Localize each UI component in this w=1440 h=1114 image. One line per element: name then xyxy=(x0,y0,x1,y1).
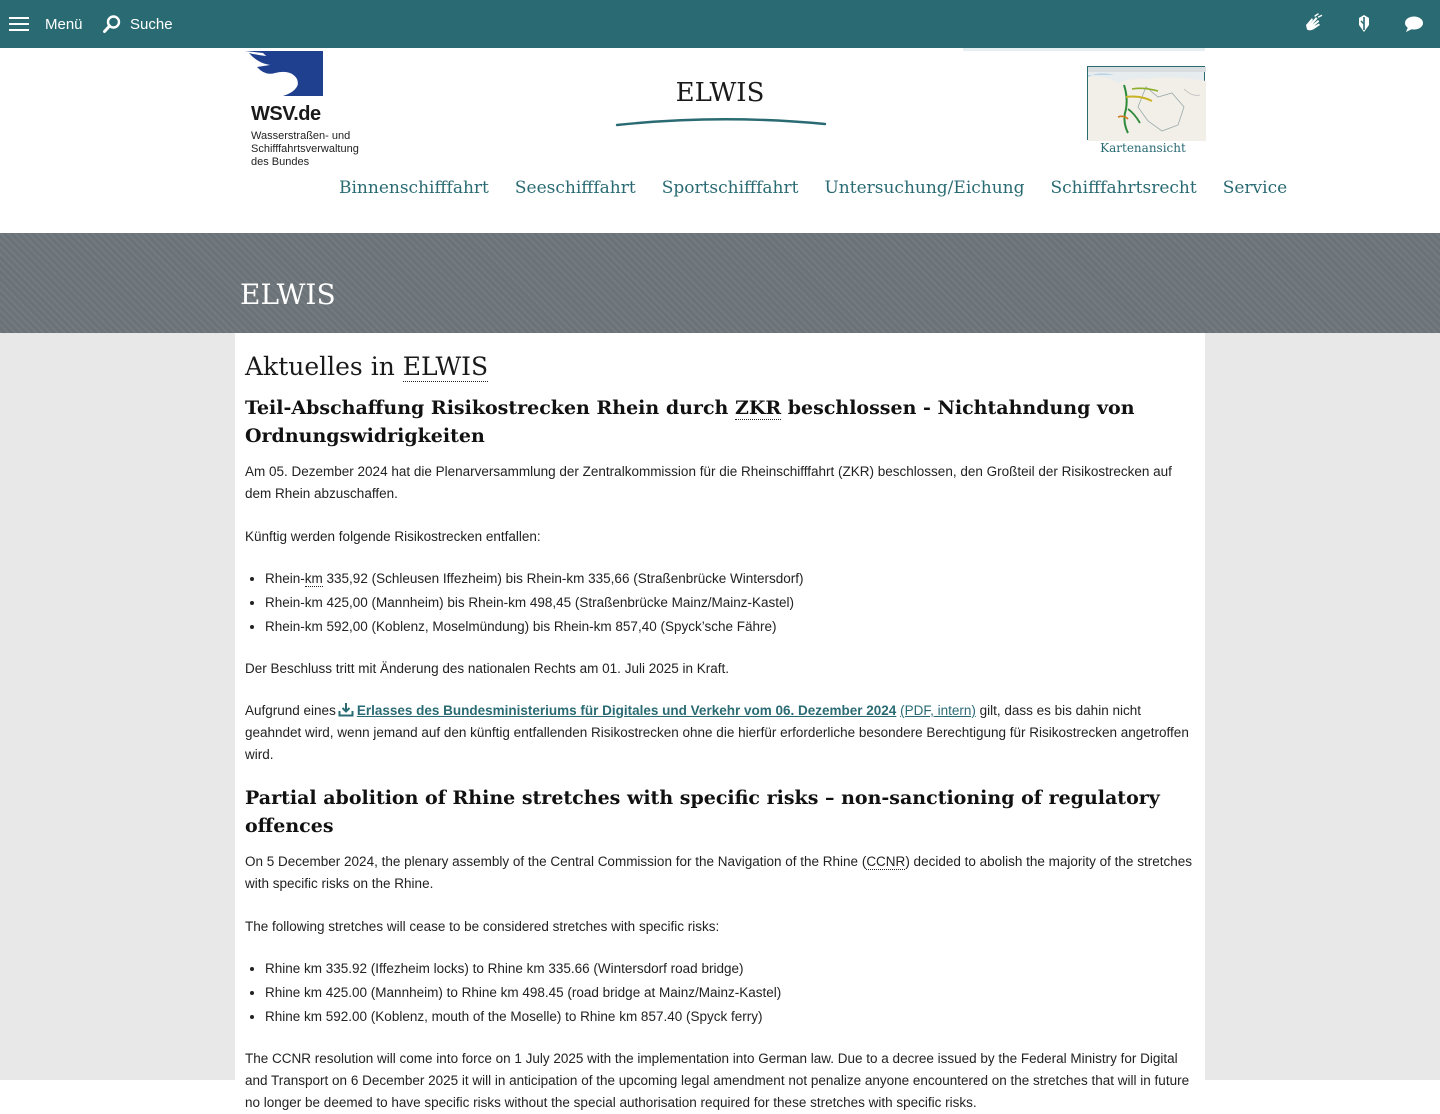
main-content xyxy=(235,333,1205,1110)
hamburger-icon xyxy=(9,17,29,31)
decree-download-link[interactable]: Erlasses des Bundesministeriums für Digitales und Verkehr vom 06. Dezember 2024 xyxy=(356,703,897,718)
page-heading-abbr: ELWIS xyxy=(402,352,489,381)
search-icon xyxy=(102,14,122,34)
list-en-stretches xyxy=(265,957,1195,1029)
paragraph-de-effective: Der Beschluss tritt mit Änderung des nationalen Rechts am 01. Juli 2025 in Kraft. xyxy=(245,661,729,676)
list-item-prefix: Rhein- xyxy=(265,571,305,586)
list-item: • Rhein-km 592,00 (Koblenz, Moselmündung) bis Rhein-km 857,40 (Spyck’sche Fähre) xyxy=(265,615,1195,639)
article-title-de xyxy=(245,394,1195,450)
menu-label: Menü xyxy=(45,15,83,33)
paragraph-en-resolution: The CCNR resolution will come into force on 1 July 2025 with the implementation into German law. Due to a decree issued by the Federal Ministry for Digital and Transport on 6 December 2025 it will in anticipation of the upcoming legal amendment not penalize anyone encountered on the stretches that will in future no longer be deemed to have specific risks without the special authorisation required for these stretches with specific risks. xyxy=(245,1051,1190,1110)
sign-language-icon[interactable] xyxy=(1302,10,1326,36)
nav-sportschifffahrt[interactable]: Sportschifffahrt xyxy=(661,178,799,198)
article-title-de-abbr: ZKR xyxy=(734,397,782,419)
nav-untersuchung-eichung[interactable]: Untersuchung/Eichung xyxy=(824,178,1025,198)
site-title[interactable]: ELWIS xyxy=(675,78,765,108)
nav-seeschifffahrt[interactable]: Seeschifffahrt xyxy=(514,178,636,198)
search-button[interactable] xyxy=(102,12,173,36)
easy-language-icon[interactable] xyxy=(1352,10,1376,36)
nav-binnenschifffahrt[interactable]: Binnenschifffahrt xyxy=(339,178,489,198)
list-item: • Rhine km 592.00 (Koblenz, mouth of the Moselle) to Rhine km 857.40 (Spyck ferry) xyxy=(265,1005,1195,1029)
article-title-en: Partial abolition of Rhine stretches with specific risks – non-sanctioning of regulatory offences xyxy=(245,787,1160,837)
logo-subtitle-line: Wasserstraßen- und xyxy=(251,130,351,142)
top-bar xyxy=(0,0,1440,48)
list-de-stretches xyxy=(265,567,1195,639)
paragraph-en-list-intro: The following stretches will cease to be considered stretches with specific risks: xyxy=(245,919,720,934)
search-label: Suche xyxy=(130,15,173,33)
list-item: • Rhein-km 425,00 (Mannheim) bis Rhein-km 498,45 (Straßenbrücke Mainz/Mainz-Kastel) xyxy=(265,591,1195,615)
paragraph-en-intro xyxy=(245,851,1195,895)
chat-icon[interactable] xyxy=(1402,10,1426,36)
wsv-logo[interactable] xyxy=(245,51,375,171)
main-navigation xyxy=(339,178,1287,198)
paragraph-de-decree-suffix: gilt, dass es bis dahin nicht geahndet wird, wenn jemand auf den künftig entfallenden Risikostrecken ohne die hierfür erforderliche besondere Berechtigung für Risikostrecken angetroffen wird. xyxy=(245,703,1189,762)
nav-schifffahrtsrecht[interactable]: Schifffahrtsrecht xyxy=(1050,178,1197,198)
logo-brand-text: WSV.de xyxy=(251,103,321,125)
page-banner xyxy=(0,233,1440,333)
list-item: • Rhine km 335.92 (Iffezheim locks) to Rhine km 335.66 (Wintersdorf road bridge) xyxy=(265,957,1195,981)
paragraph-de-intro: Am 05. Dezember 2024 hat die Plenarversammlung der Zentralkommission für die Rheinschifffahrt (ZKR) beschlossen, den Großteil der Risikostrecken auf dem Rhein abzuschaffen. xyxy=(245,464,1172,501)
site-header xyxy=(0,48,1440,233)
menu-button[interactable] xyxy=(9,12,83,36)
list-item-rest: 335,92 (Schleusen Iffezheim) bis Rhein-km 335,66 (Straßenbrücke Wintersdorf) xyxy=(322,571,804,586)
header-divider xyxy=(963,48,1205,51)
paragraph-en-intro-suffix: ) decided to abolish the majority of the stretches with specific risks on the Rhine. xyxy=(245,854,1192,891)
page-heading xyxy=(245,352,1195,381)
ccnr-abbr: CCNR xyxy=(866,854,906,869)
nav-service[interactable]: Service xyxy=(1222,178,1288,198)
download-icon xyxy=(338,702,354,717)
list-item: • Rhine km 425.00 (Mannheim) to Rhine km 498.45 (road bridge at Mainz/Mainz-Kastel) xyxy=(265,981,1195,1005)
paragraph-de-decree xyxy=(245,700,1195,766)
title-swoosh-decoration xyxy=(615,116,827,128)
article-title-de-part2: beschlossen - Nichtahndung von Ordnungswidrigkeiten xyxy=(245,397,1135,447)
banner-title: ELWIS xyxy=(240,278,336,311)
wsv-logo-emblem xyxy=(245,51,325,101)
paragraph-de-list-intro: Künftig werden folgende Risikostrecken entfallen: xyxy=(245,529,541,544)
logo-subtitle xyxy=(251,130,359,169)
map-view-caption[interactable]: Kartenansicht xyxy=(1100,141,1186,155)
map-view-thumbnail[interactable] xyxy=(1087,66,1205,140)
page-heading-prefix: Aktuelles in xyxy=(245,352,395,381)
paragraph-de-decree-prefix: Aufgrund eines xyxy=(245,703,336,718)
paragraph-en-intro-prefix: On 5 December 2024, the plenary assembly of the Central Commission for the Navigation of the Rhine ( xyxy=(245,854,867,869)
article-title-de-part1: Teil-Abschaffung Risikostrecken Rhein durch xyxy=(245,397,729,419)
logo-subtitle-line: des Bundes xyxy=(251,156,310,168)
list-item xyxy=(265,567,1195,591)
map-thumbnail-image xyxy=(1088,67,1206,141)
km-abbr: km xyxy=(304,571,323,586)
pdf-note[interactable]: (PDF, intern) xyxy=(900,703,976,718)
logo-subtitle-line: Schifffahrtsverwaltung xyxy=(251,143,359,155)
